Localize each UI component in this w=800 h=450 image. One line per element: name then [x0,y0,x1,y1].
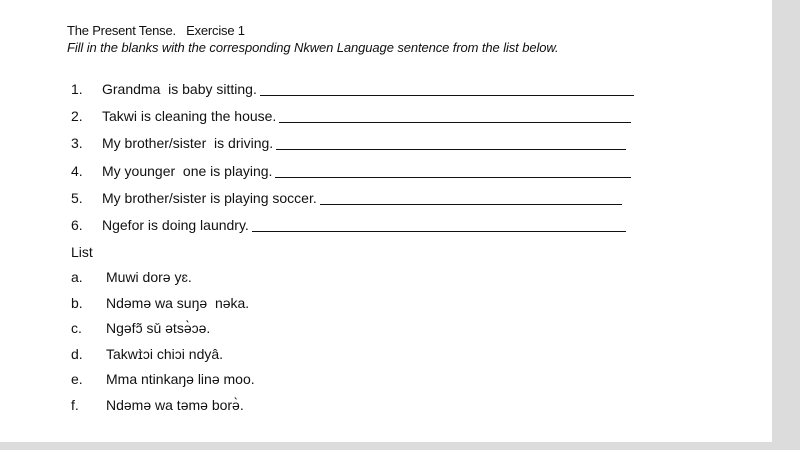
question-text: My brother/sister is playing soccer. [102,189,317,206]
question-text: Takwi is cleaning the house. [102,108,277,125]
question-number: 3. [71,135,83,152]
question-item [71,189,767,216]
question-item [71,162,767,189]
question-item [71,216,767,243]
list-item-letter: a. [71,269,83,286]
question-item [71,80,767,107]
list-item [67,268,767,294]
list-item-text: Mma ntinkaŋə linə moo. [106,371,255,388]
exercise-document [67,22,767,421]
question-number: 1. [71,81,83,97]
list-heading: List [71,244,93,261]
list-item [67,345,767,371]
list-item [67,294,767,320]
list-item-letter: b. [71,294,83,311]
answer-options-list [67,268,767,421]
slide-frame-right [772,0,800,450]
list-item-letter: c. [71,320,82,337]
exercise-title: The Present Tense. Exercise 1 [67,23,245,38]
question-number: 6. [71,216,83,233]
list-item-letter: f. [71,396,79,413]
question-item [71,107,767,134]
answer-blank [252,216,626,232]
list-item-text: Ndəmə wa təmə borə̀. [106,396,244,413]
question-number: 2. [71,108,83,125]
answer-blank [260,80,634,96]
exercise-instruction: Fill in the blanks with the corresponding Nkwen Language sentence from the list below. [67,40,559,55]
question-number: 4. [71,162,83,179]
list-item-text: Ngəfɔ̃ sǔ ətsə̀ɔə. [106,320,211,337]
answer-blank [279,107,631,123]
list-item [67,319,767,345]
question-list [67,80,767,243]
list-item-letter: d. [71,345,83,362]
question-text: Grandma is baby sitting. [102,81,257,97]
list-item-text: Muwi dorə yɛ. [106,269,192,286]
list-item-text: Ndəmə wa suŋə nəka. [106,294,250,311]
answer-blank [275,162,631,178]
list-item-letter: e. [71,371,83,388]
list-item [67,370,767,396]
question-number: 5. [71,189,83,206]
question-text: Ngefor is doing laundry. [102,216,249,233]
question-item [71,134,767,161]
slide-frame-bottom [0,442,800,450]
list-item-text: Takwɪ̀ɔi chiɔi ndyâ. [106,345,224,362]
answer-blank [320,189,622,205]
answer-blank [276,134,626,150]
list-item [67,396,767,422]
question-text: My brother/sister is driving. [102,135,274,152]
question-text: My younger one is playing. [102,162,273,179]
